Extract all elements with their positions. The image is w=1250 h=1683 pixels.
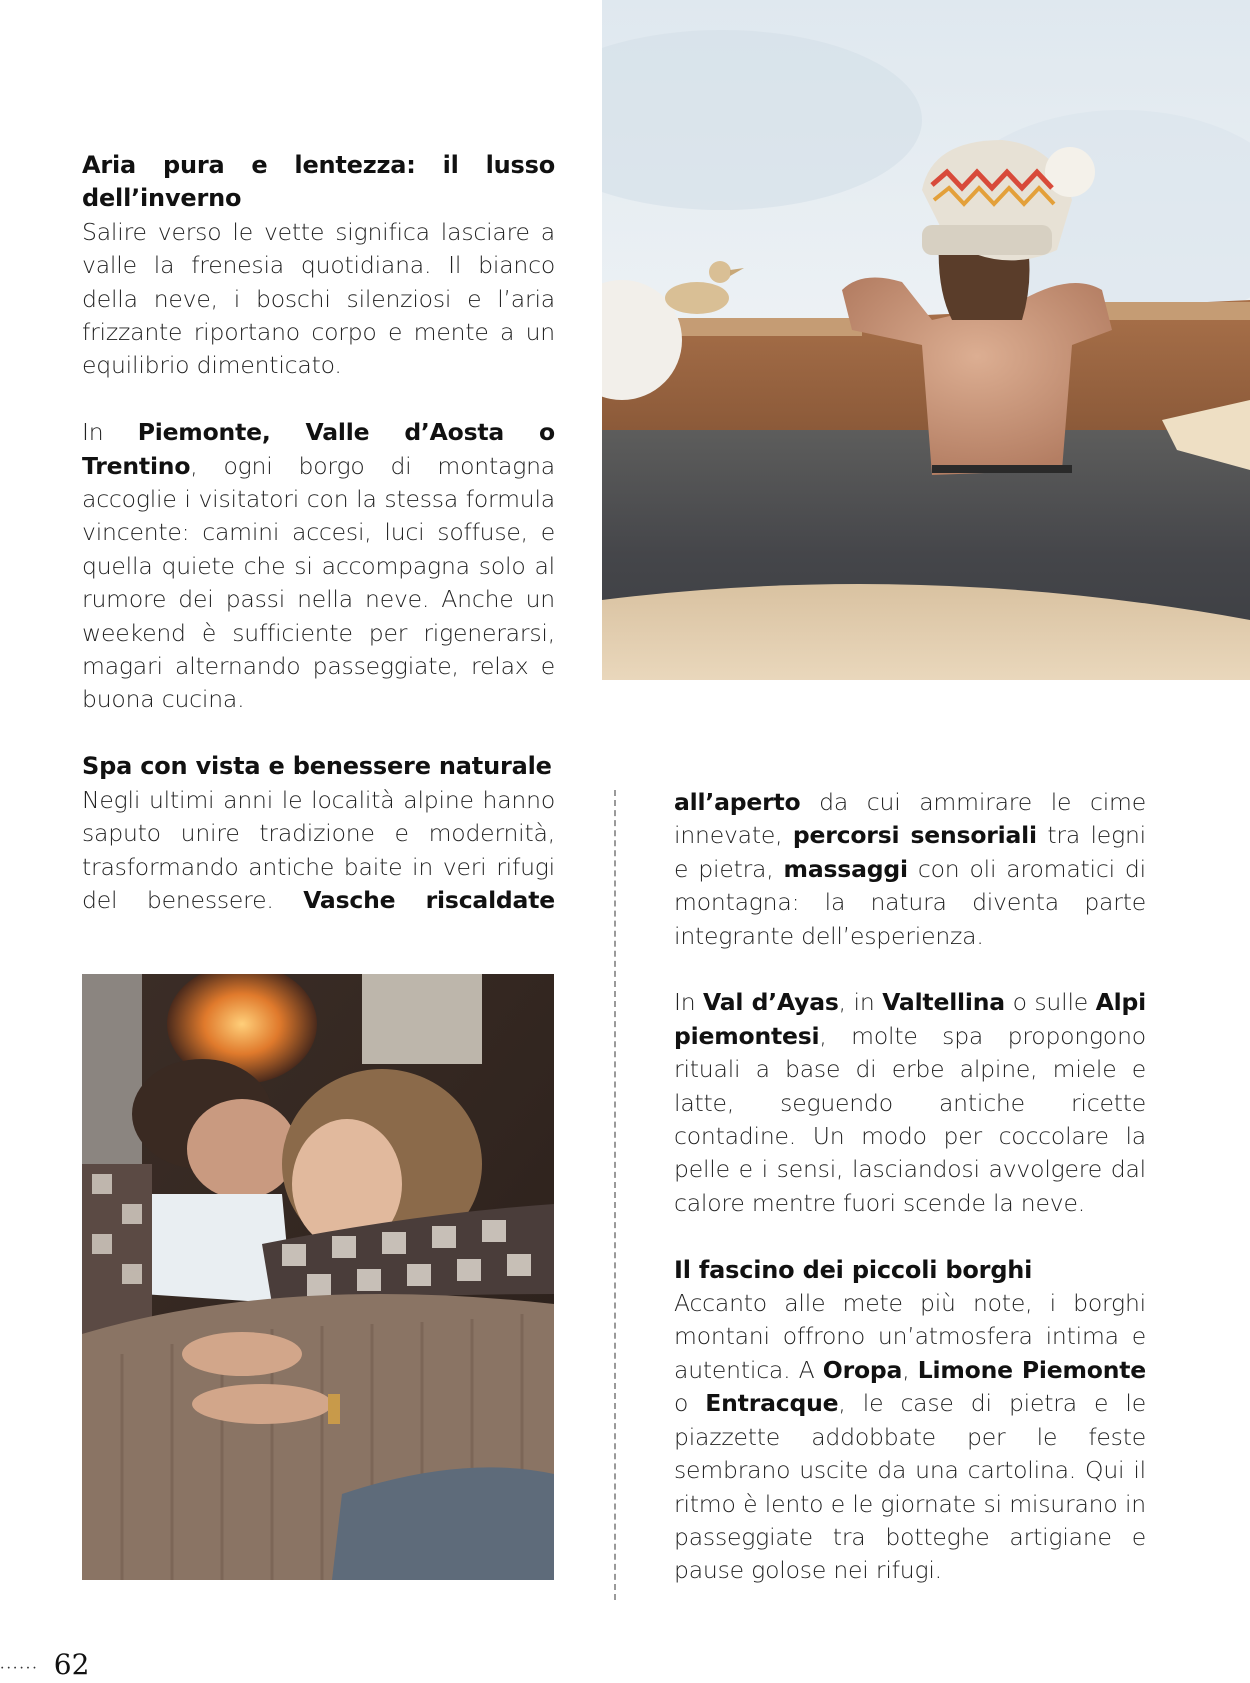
right-column — [674, 786, 1146, 1621]
page-number: 62 — [53, 1648, 90, 1681]
paragraph-negli-ultimi: Negli ultimi anni le località alpine hanno saputo unire tradizione e modernità, trasformando antiche baite in veri rifugi del benessere. Vasche riscaldate — [82, 785, 555, 914]
paragraph-all-aperto: all’aperto da cui ammirare le cime innevate, percorsi sensoriali tra legni e pietra, massaggi con oli aromatici di montagna: la natura diventa parte integrante dell’esperienza. — [674, 788, 1146, 950]
column-divider — [614, 790, 616, 1600]
left-column — [82, 149, 555, 951]
paragraph-val-d-ayas: In Val d’Ayas, in Valtellina o sulle Alpi piemontesi, molte spa propongono rituali a base di erbe alpine, miele e latte, seguendo antiche ricette contadine. Un modo per coccolare la pelle e i sensi, lasciandosi avvolgere dal calore mentre fuori scende la neve. — [674, 988, 1146, 1217]
heading-aria-pura: Aria pura e lentezza: il lusso dell’inverno — [82, 151, 555, 213]
paragraph-salire: Salire verso le vette significa lasciare a valle la frenesia quotidiana. Il bianco della neve, i boschi silenziosi e l’aria frizzante riportano corpo e mente a un equilibrio dimenticato. — [82, 217, 555, 380]
couple-photo — [82, 974, 554, 1580]
folio-dots: ...... — [0, 1656, 39, 1673]
page-folio — [0, 1648, 89, 1681]
hot-tub-photo — [602, 0, 1250, 724]
paragraph-piemonte: In Piemonte, Valle d’Aosta o Trentino, ogni borgo di montagna accoglie i visitatori con la stessa formula vincente: camini accesi, luci soffuse, e quella quiete che si accompagna solo al rumore dei passi nella neve. Anche un weekend è sufficiente per rigenerarsi, magari alternando passeggiate, relax e buona cucina. — [82, 418, 555, 714]
paragraph-accanto: Accanto alle mete più note, i borghi montani offrono un’atmosfera intima e autentica. A Oropa, Limone Piemonte o Entracque, le case di pietra e le piazzette addobbate per le feste sembrano uscite da una cartolina. Qui il ritmo è lento e le giornate si misurano in passeggiate tra botteghe artigiane e pause golose nei rifugi. — [674, 1289, 1147, 1585]
heading-fascino-borghi: Il fascino dei piccoli borghi — [674, 1255, 1033, 1284]
heading-spa-con-vista: Spa con vista e benessere naturale — [82, 752, 552, 781]
